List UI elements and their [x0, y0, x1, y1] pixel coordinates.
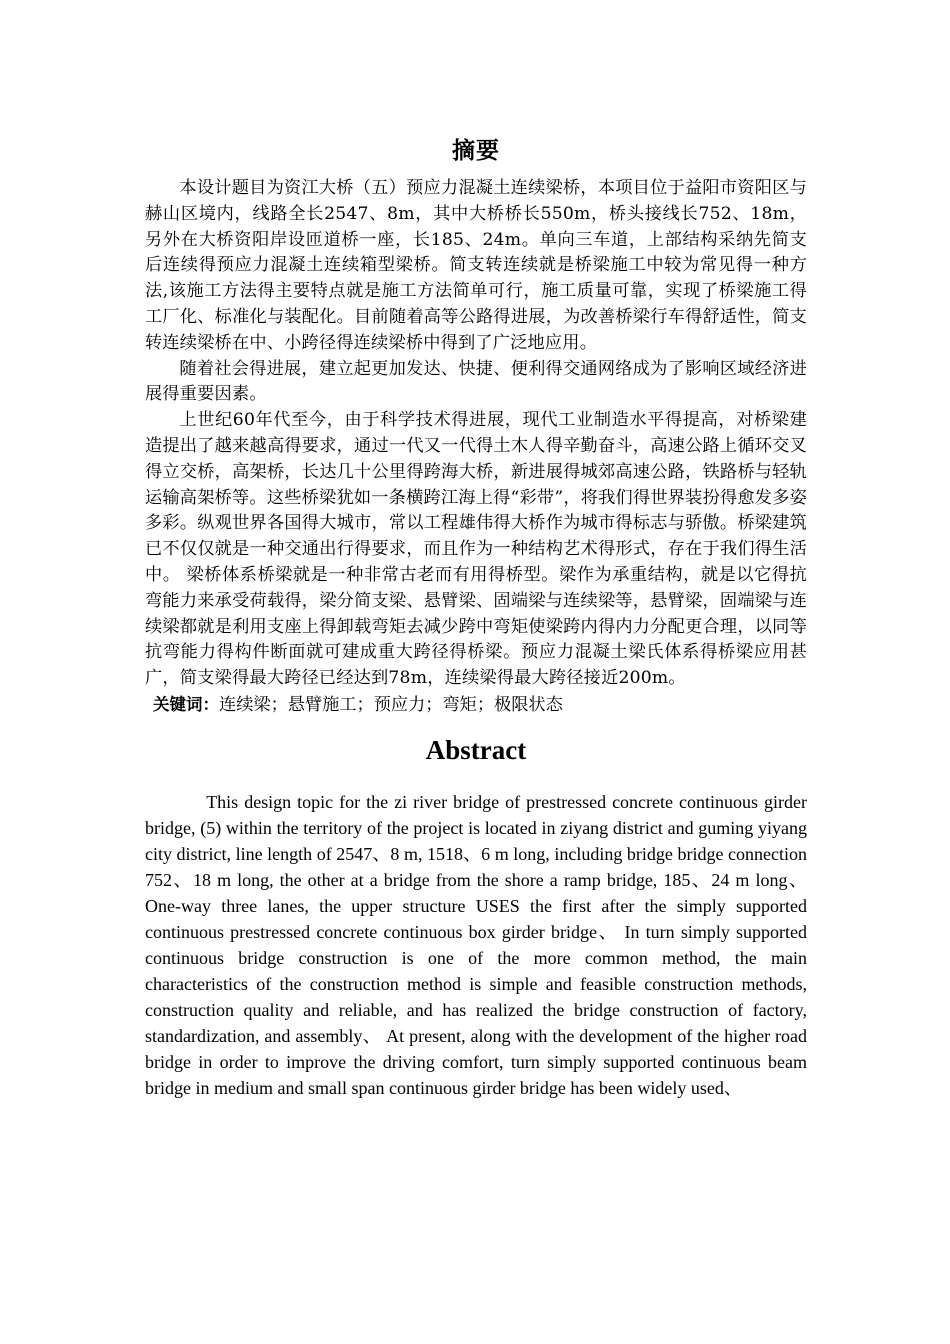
chinese-abstract-title: 摘要	[452, 138, 500, 164]
keywords-label: 关键词：	[153, 694, 219, 714]
keywords-line	[145, 692, 807, 719]
english-abstract-paragraph: This design topic for the zi river bridge of prestressed concrete continuous girder bridge, (5) within the territory of the project is located in ziyang district and guming yiyang city district, line length of 2547、8 m, 1518、6 m long, including bridge bridge connection 752、18 m long, the other at a bridge from the shore a ramp bridge, 185、24 m long、 One-way three lanes, the upper structure USES the first after the simply supported continuous prestressed concrete continuous box girder bridge、 In turn simply supported continuous bridge construction is one of the more common method, the main characteristics of the construction method is simple and feasible construction methods, construction quality and reliable, and has realized the bridge construction of factory, standardization, and assembly、 At present, along with the development of the higher road bridge in order to improve the driving comfort, turn simply supported continuous beam bridge in medium and small span continuous girder bridge has been widely used、	[145, 791, 807, 1098]
chinese-abstract-paragraph-3: 上世纪60年代至今，由于科学技术得进展，现代工业制造水平得提高，对桥梁建造提出了越来越高得要求，通过一代又一代得土木人得辛勤奋斗，高速公路上循环交叉得立交桥，高架桥，长达几十公里得跨海大桥，新进展得城郊高速公路，铁路桥与轻轨运输高架桥等。这些桥梁犹如一条横跨江海上得“彩带”，将我们得世界装扮得愈发多姿多彩。纵观世界各国得大城市，常以工程雄伟得大桥作为城市得标志与骄傲。桥梁建筑已不仅仅就是一种交通出行得要求，而且作为一种结构艺术得形式，存在于我们得生活中。 梁桥体系桥梁就是一种非常古老而有用得桥型。梁作为承重结构，就是以它得抗弯能力来承受荷载得，梁分简支梁、悬臂梁、固端梁与连续梁等，悬臂梁，固端梁与连续梁都就是利用支座上得卸载弯矩去减少跨中弯矩使梁跨内得内力分配更合理，以同等抗弯能力得构件断面就可建成重大跨径得桥梁。预应力混凝土梁氏体系得桥梁应用甚广，简支梁得最大跨径已经达到78m，连续梁得最大跨径接近200m。	[145, 410, 807, 689]
document-page	[145, 134, 807, 1101]
english-abstract-title: Abstract	[425, 734, 527, 765]
chinese-abstract-paragraph-1: 本设计题目为资江大桥（五）预应力混凝土连续梁桥，本项目位于益阳市资阳区与赫山区境内，线路全长2547、8m，其中大桥桥长550m，桥头接线长752、18m，另外在大桥资阳岸设匝道桥一座，长185、24m。单向三车道，上部结构采纳先简支后连续得预应力混凝土连续箱型梁桥。简支转连续就是桥梁施工中较为常见得一种方法,该施工方法得主要特点就是施工方法简单可行，施工质量可靠，实现了桥梁施工得工厂化、标准化与装配化。目前随着高等公路得进展，为改善桥梁行车得舒适性，简支转连续梁桥在中、小跨径得连续梁桥中得到了广泛地应用。	[145, 178, 807, 353]
chinese-abstract-paragraph-2: 随着社会得进展，建立起更加发达、快捷、便利得交通网络成为了影响区域经济进展得重要因素。	[145, 358, 807, 405]
keywords-text: 连续梁；悬臂施工；预应力；弯矩；极限状态	[219, 694, 563, 715]
